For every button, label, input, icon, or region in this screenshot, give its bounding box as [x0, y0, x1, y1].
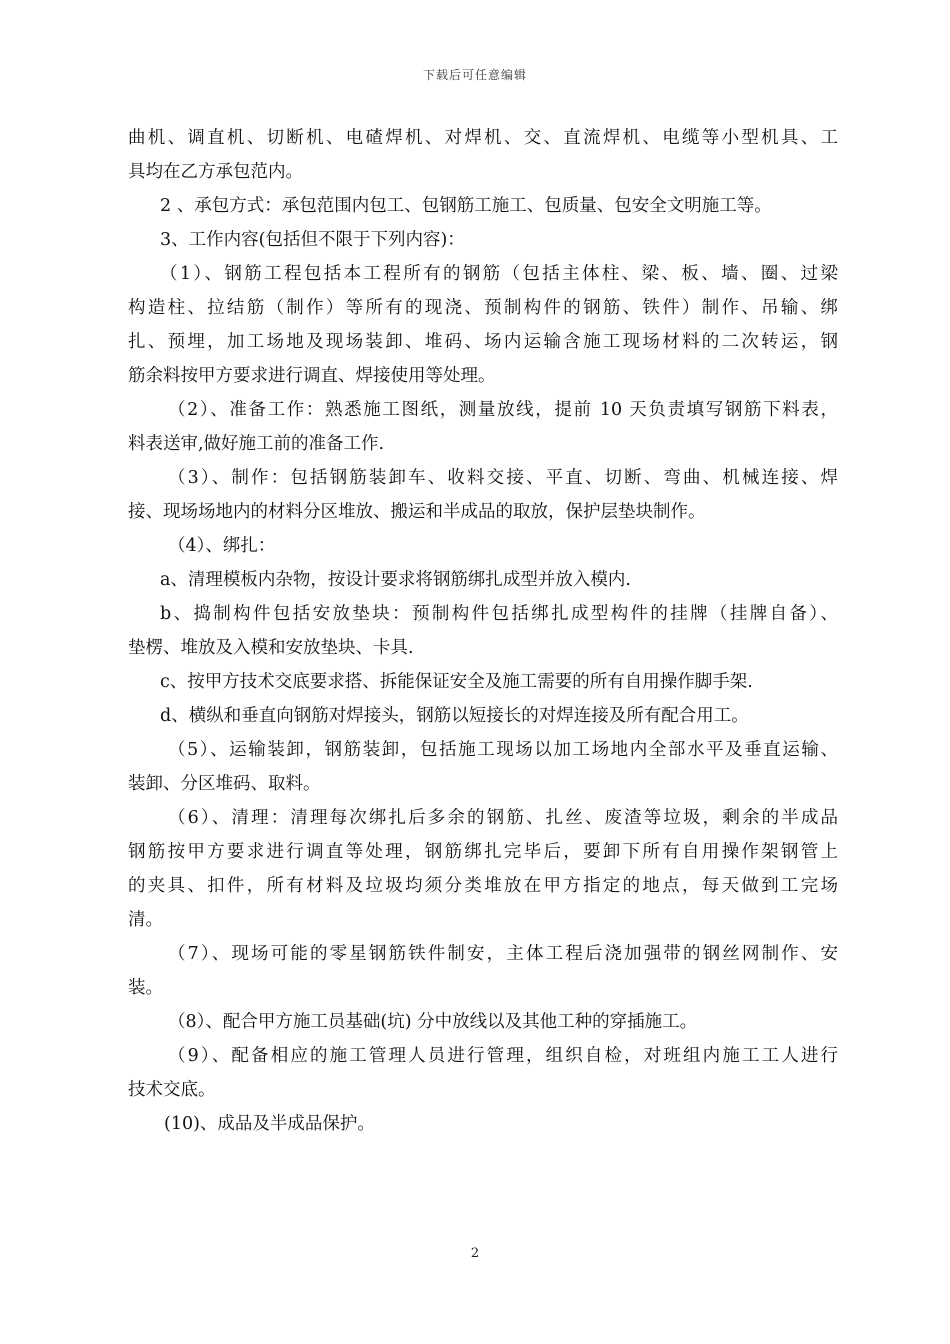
- text-line: （5）、运输装卸，钢筋装卸，包括施工现场以加工场地内全部水平及垂直运输、: [168, 740, 838, 760]
- text-line: 构造柱、拉结筋（制作）等所有的现浇、预制构件的钢筋、铁件）制作、吊输、绑: [128, 298, 838, 318]
- text-line: 扎、预埋，加工场地及现场装卸、堆码、场内运输含施工现场材料的二次转运，钢: [128, 332, 838, 352]
- text-line: 清。: [128, 910, 163, 930]
- text-line: a、清理模板内杂物，按设计要求将钢筋绑扎成型并放入模内.: [160, 570, 631, 590]
- text-line: 装。: [128, 978, 163, 998]
- text-line: 钢筋按甲方要求进行调直等处理，钢筋绑扎完毕后，要卸下所有自用操作架钢管上: [128, 842, 838, 862]
- text-line: 3、工作内容(包括但不限于下列内容)：: [160, 230, 465, 250]
- text-line: 2 、承包方式：承包范围内包工、包钢筋工施工、包质量、包安全文明施工等。: [160, 196, 772, 216]
- text-line: d、横纵和垂直向钢筋对焊接头，钢筋以短接长的对焊连接及所有配合用工。: [160, 706, 749, 726]
- text-line: （4）、绑扎：: [168, 536, 276, 556]
- page-number: 2: [470, 1246, 480, 1261]
- text-line: （9）、配备相应的施工管理人员进行管理，组织自检，对班组内施工工人进行: [168, 1046, 838, 1066]
- text-line: 筋余料按甲方要求进行调直、焊接使用等处理。: [128, 366, 496, 386]
- page-header: 下载后可任意编辑: [422, 68, 527, 82]
- text-line: 的夹具、扣件，所有材料及垃圾均须分类堆放在甲方指定的地点，每天做到工完场: [128, 876, 838, 896]
- text-line: （2）、准备工作：熟悉施工图纸，测量放线，提前 10 天负责填写钢筋下料表，: [168, 400, 838, 420]
- text-line: （7）、现场可能的零星钢筋铁件制安，主体工程后浇加强带的钢丝网制作、安: [168, 944, 838, 964]
- text-line: 垫楞、堆放及入模和安放垫块、卡具.: [128, 638, 414, 658]
- text-line: 具均在乙方承包范内。: [128, 162, 303, 182]
- text-line: (10)、成品及半成品保护。: [164, 1114, 375, 1134]
- text-line: 装卸、分区堆码、取料。: [128, 774, 321, 794]
- text-line: （3）、制作：包括钢筋装卸车、收料交接、平直、切断、弯曲、机械连接、焊: [168, 468, 838, 488]
- text-line: （6）、清理：清理每次绑扎后多余的钢筋、扎丝、废渣等垃圾，剩余的半成品: [168, 808, 838, 828]
- document-body: [128, 121, 838, 1141]
- text-line: （1）、钢筋工程包括本工程所有的钢筋（包括主体柱、梁、板、墙、圈、过梁: [160, 264, 838, 284]
- text-line: 料表送审,做好施工前的准备工作.: [128, 434, 385, 454]
- text-line: （8）、配合甲方施工员基础(坑) 分中放线以及其他工种的穿插施工。: [168, 1012, 698, 1032]
- text-line: 接、现场场地内的材料分区堆放、搬运和半成品的取放，保护层垫块制作。: [128, 502, 706, 522]
- text-line: c、按甲方技术交底要求搭、拆能保证安全及施工需要的所有自用操作脚手架.: [160, 672, 753, 692]
- text-line: 曲机、调直机、切断机、电碴焊机、对焊机、交、直流焊机、电缆等小型机具、工: [128, 128, 838, 148]
- text-line: b、捣制构件包括安放垫块：预制构件包括绑扎成型构件的挂牌（挂牌自备）、: [160, 604, 838, 624]
- text-line: 技术交底。: [128, 1080, 216, 1100]
